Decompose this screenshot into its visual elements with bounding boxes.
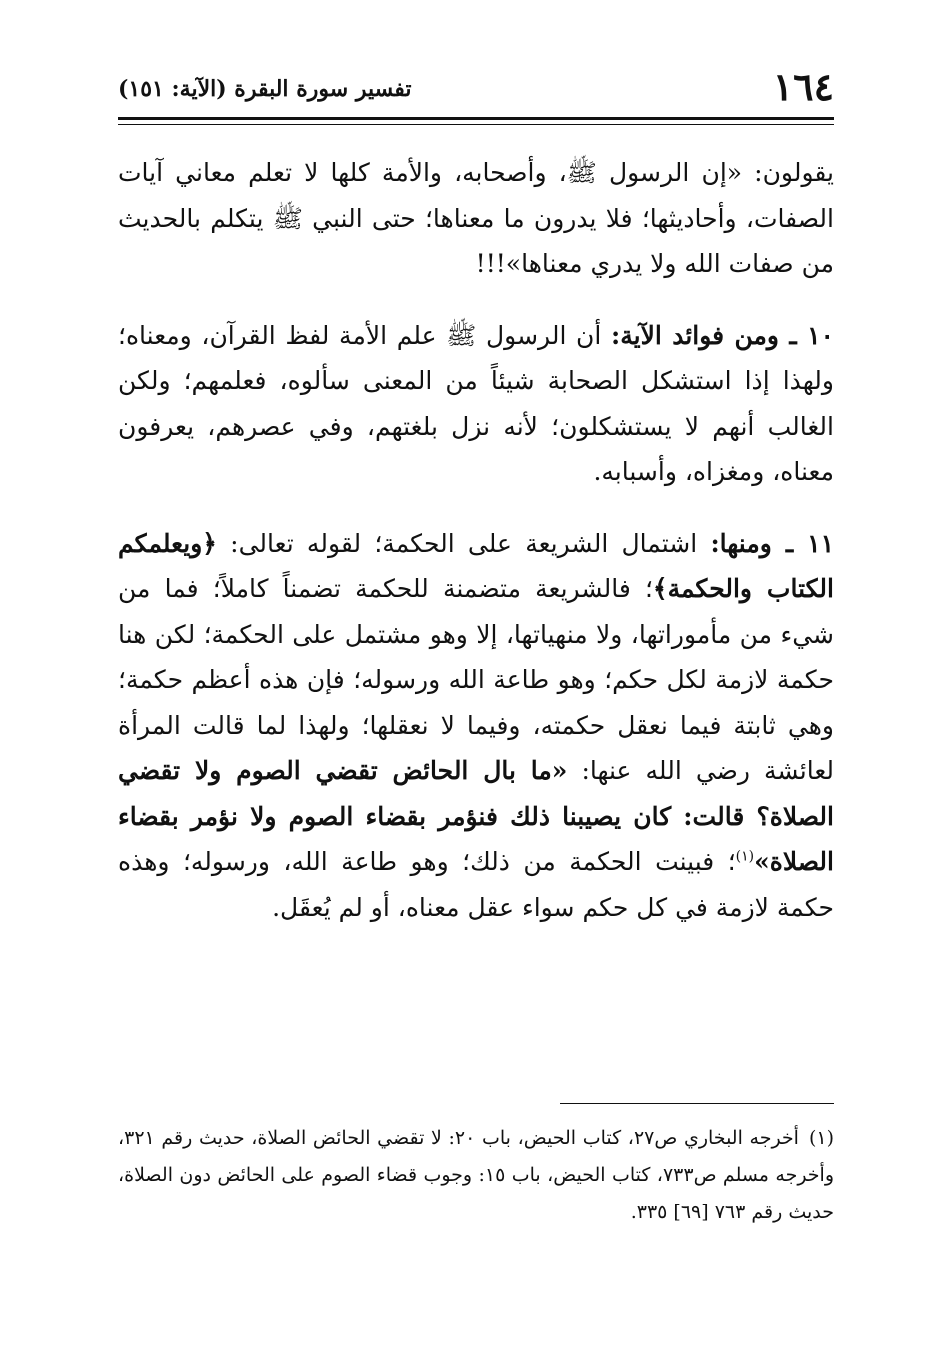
quran-verse: ﴿ويعلمكم الكتاب والحكمة﴾ <box>118 528 834 603</box>
paragraph-3-text-2: ؛ فالشريعة متضمنة للحكمة تضمناً كاملاً؛ فما من شيء من مأموراتها، ولا منهياتها، إلا وهو مشتمل على الحكمة؛ لكن هنا حكمة لازمة لكل حكم؛ وهو طاعة الله ورسوله؛ فإن هذه أعظم حكمة؛ وهي ثابتة فيما نعقل حكمته، وفيما لا نعقلها؛ ولهذا لما قالت المرأة لعائشة رضي الله عنها: <box>118 574 834 785</box>
paragraph-2-lead: ١٠ ـ ومن فوائد الآية: <box>611 320 834 350</box>
paragraph-3 <box>118 521 834 931</box>
paragraph-1: يقولون: «إن الرسول ﷺ، وأصحابه، والأمة كلها لا تعلم معاني آيات الصفات، وأحاديثها؛ فلا يدرون ما معناها؛ حتى النبي ﷺ يتكلم بالحديث من صفات الله ولا يدري معناها»!!! <box>118 158 834 278</box>
paragraph-2 <box>118 313 834 495</box>
page-number: ١٦٤ <box>772 64 834 109</box>
page-header <box>118 62 834 120</box>
paragraph-3-text-3: ؛ فبينت الحكمة من ذلك؛ وهو طاعة الله، ورسوله؛ وهذه حكمة لازمة في كل حكم سواء عقل معناه، أو لم يُعقَل. <box>118 847 834 922</box>
main-text <box>118 150 834 930</box>
header-rule-thin <box>118 124 834 125</box>
paragraph-3-lead: ١١ ـ ومنها: <box>710 528 834 558</box>
footnote <box>118 1120 834 1231</box>
footnote-marker: (١) <box>808 1127 835 1149</box>
footnote-reference: (١) <box>735 848 755 865</box>
header-rule <box>118 117 834 120</box>
paragraph-2-text: أن الرسول ﷺ علم الأمة لفظ القرآن، ومعناه؛ ولهذا إذا استشكل الصحابة شيئاً من المعنى سألوه، فعلمهم؛ ولكن الغالب أنهم لا يستشكلون؛ لأنه نزل بلغتهم، وفي عصرهم، يعرفون معناه، ومغزاه، وأسبابه. <box>118 320 834 486</box>
hadith-quote: «ما بال الحائض تقضي الصوم ولا تقضي الصلاة؟ قالت: كان يصيبنا ذلك فنؤمر بقضاء الصوم ولا نؤمر بقضاء الصلاة» <box>118 756 834 876</box>
footnote-text: أخرجه البخاري ص٢٧، كتاب الحيض، باب ٢٠: لا تقضي الحائض الصلاة، حديث رقم ٣٢١، وأخرجه مسلم ص٧٣٣، كتاب الحيض، باب ١٥: وجوب قضاء الصوم على الحائض دون الصلاة، حديث رقم ٧٦٣ [٦٩] ٣٣٥. <box>118 1127 834 1223</box>
footnote-separator <box>560 1103 834 1104</box>
running-title: تفسير سورة البقرة (الآية: ١٥١) <box>118 76 412 102</box>
paragraph-3-text-1: اشتمال الشريعة على الحكمة؛ لقوله تعالى: <box>216 528 711 558</box>
